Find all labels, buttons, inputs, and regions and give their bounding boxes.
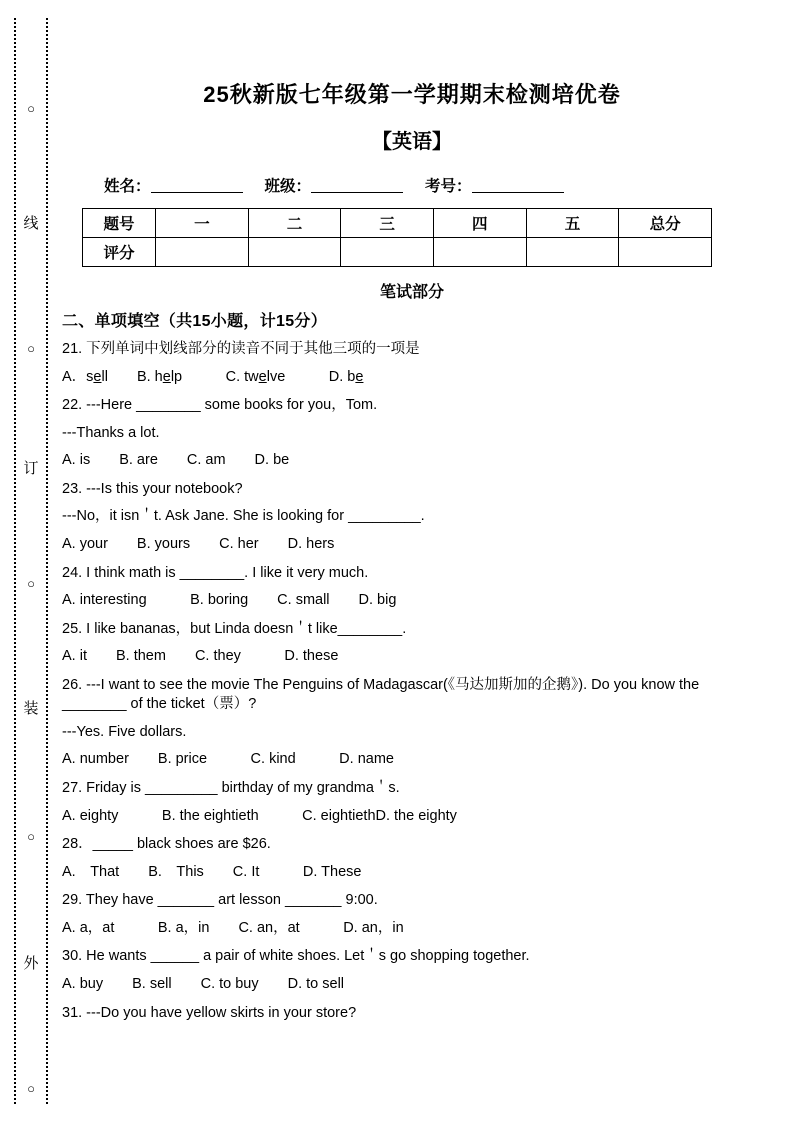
name-label: 姓名： (104, 178, 151, 195)
score-cell[interactable] (619, 238, 712, 267)
binding-circle-mark: ○ (27, 101, 35, 116)
question-options: A. it B. them C. they D. these (62, 648, 339, 665)
score-cell[interactable] (248, 238, 341, 267)
exam-no-label: 考号： (425, 178, 472, 195)
question-options: A．sell B. help C. twelve D. be (62, 368, 364, 385)
score-cell[interactable] (341, 238, 434, 267)
question-options: A. interesting B. boring C. small D. big (62, 592, 397, 609)
binding-circle-mark: ○ (27, 1081, 35, 1096)
score-cell[interactable] (433, 238, 526, 267)
page-title: 25秋新版七年级第一学期期末检测培优卷 (203, 82, 621, 107)
question-continuation: ---No，it isn＇t. Ask Jane. She is looking for _________. (62, 508, 425, 525)
student-info-line (62, 174, 762, 196)
question-stem: 25. I like bananas，but Linda doesn＇t like________. (62, 620, 407, 637)
question-options: A. That B. This C. It D. These (62, 863, 362, 880)
table-row (83, 209, 712, 238)
question-options: A. buy B. sell C. to buy D. to sell (62, 975, 345, 992)
question-stem: 24. I think math is ________. I like it very much. (62, 564, 369, 581)
question-stem: 27. Friday is _________ birthday of my grandma＇s. (62, 780, 400, 796)
class-label: 班级： (264, 178, 312, 195)
binding-char-ding: 订 (23, 460, 39, 477)
question-options: A. number B. price C. kind D. name (62, 751, 394, 768)
table-row (83, 238, 712, 267)
binding-char-zhuang: 装 (23, 700, 39, 717)
score-table-col-4: 四 (433, 209, 526, 238)
name-blank[interactable] (151, 192, 243, 193)
question-options: A. your B. yours C. her D. hers (62, 535, 335, 552)
question-options: A. is B. are C. am D. be (62, 452, 290, 469)
score-table (82, 208, 712, 267)
section-heading: 二、单项填空（共15小题，计15分） (62, 313, 327, 330)
question-stem: 22. ---Here ________ some books for you，Tom. (62, 397, 378, 414)
score-cell[interactable] (526, 238, 619, 267)
score-table-col-total: 总分 (619, 209, 712, 238)
question-options: A. eighty B. the eightieth C. eightiethD. the eighty (62, 807, 457, 824)
question-options: A. a，at B. a，in C. an，at D. an，in (62, 919, 404, 936)
score-cell[interactable] (156, 238, 249, 267)
score-table-col-1: 一 (156, 209, 249, 238)
score-table-col-5: 五 (526, 209, 619, 238)
score-table-row-label: 评分 (83, 238, 156, 267)
dotted-line-left (14, 18, 16, 1104)
exam-no-blank[interactable] (472, 192, 564, 193)
binding-circle-mark: ○ (27, 341, 35, 356)
question-stem: 21. 下列单词中划线部分的读音不同于其他三项的一项是 (62, 341, 420, 357)
binding-char-xian: 线 (23, 215, 39, 232)
binding-margin (0, 0, 52, 1122)
class-blank[interactable] (311, 192, 403, 193)
question-stem: 30. He wants ______ a pair of white shoes. Let＇s go shopping together. (62, 948, 530, 965)
score-table-col-2: 二 (248, 209, 341, 238)
exam-paper (62, 0, 762, 1122)
question-stem: 23. ---Is this your notebook? (62, 480, 243, 497)
binding-circle-mark: ○ (27, 576, 35, 591)
written-part-heading: 笔试部分 (379, 284, 444, 301)
question-stem: 31. ---Do you have yellow skirts in your store? (62, 1004, 357, 1021)
score-table-col-3: 三 (341, 209, 434, 238)
question-continuation: ---Yes. Five dollars. (62, 723, 187, 740)
binding-char-wai: 外 (23, 955, 39, 972)
page-subtitle: 【英语】 (372, 131, 452, 153)
score-table-row-label: 题号 (83, 209, 156, 238)
question-stem: 28．_____ black shoes are $26. (62, 836, 271, 853)
question-stem: 26. ---I want to see the movie The Penguins of Madagascar(《马达加斯加的企鹅》). Do you know the ________ of the ticket（票）? (62, 676, 700, 713)
question-stem: 29. They have _______ art lesson _______ 9:00. (62, 892, 378, 909)
question-continuation: ---Thanks a lot. (62, 424, 160, 441)
binding-circle-mark: ○ (27, 829, 35, 844)
dotted-line-right (46, 18, 48, 1104)
